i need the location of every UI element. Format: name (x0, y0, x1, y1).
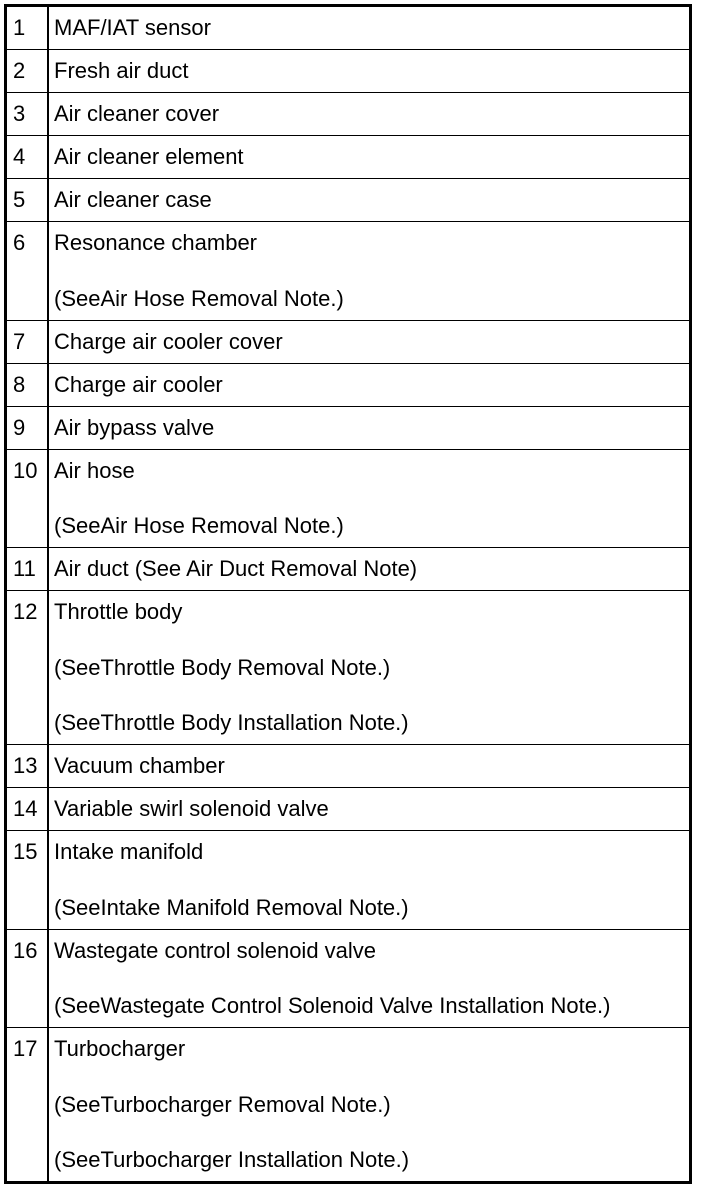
row-number-text: 11 (13, 556, 36, 581)
part-name: Throttle body (54, 599, 183, 624)
table-row (6, 363, 691, 406)
part-name: MAF/IAT sensor (54, 15, 211, 40)
row-description (48, 179, 691, 222)
part-name: Intake manifold (54, 839, 204, 864)
row-number (6, 831, 49, 930)
row-number (6, 136, 49, 179)
table-row (6, 1028, 691, 1183)
row-number-text: 4 (13, 144, 26, 169)
procedure-note: (SeeAir Hose Removal Note.) (54, 513, 344, 538)
table-row (6, 50, 691, 93)
row-number (6, 745, 49, 788)
row-description (48, 929, 691, 1028)
part-name: Air hose (54, 457, 135, 483)
part-name: Air duct (See Air Duct Removal Note) (54, 556, 418, 581)
row-number-text: 7 (13, 328, 26, 354)
part-name: Resonance chamber (54, 230, 258, 255)
row-description (48, 6, 691, 50)
row-number-text: 14 (13, 796, 38, 821)
table-row (6, 745, 691, 788)
parts-table (4, 4, 692, 1184)
procedure-note: (SeeWastegate Control Solenoid Valve Installation Note.) (54, 993, 611, 1018)
table-row (6, 449, 691, 548)
row-number-text: 17 (13, 1036, 38, 1061)
row-description (48, 745, 691, 788)
table-row (6, 136, 691, 179)
row-description (48, 1028, 691, 1183)
row-number (6, 363, 49, 406)
row-description (48, 363, 691, 406)
table-row (6, 6, 691, 50)
row-number (6, 406, 49, 449)
procedure-note: (SeeTurbocharger Removal Note.) (54, 1091, 391, 1117)
row-description (48, 548, 691, 591)
part-name: Variable swirl solenoid valve (54, 796, 329, 821)
table-row (6, 320, 691, 363)
row-description (48, 320, 691, 363)
part-name: Air cleaner cover (54, 101, 220, 126)
table-row (6, 929, 691, 1028)
row-number-text: 6 (13, 230, 26, 255)
row-number-text: 1 (13, 15, 26, 40)
table-row (6, 831, 691, 930)
part-name: Fresh air duct (54, 58, 189, 83)
row-number (6, 449, 49, 548)
procedure-note: (SeeThrottle Body Installation Note.) (54, 710, 409, 735)
row-number (6, 222, 49, 321)
row-description (48, 50, 691, 93)
row-number (6, 548, 49, 591)
procedure-note: (SeeAir Hose Removal Note.) (54, 285, 344, 311)
part-name: Air cleaner element (54, 144, 244, 169)
row-description (48, 591, 691, 745)
part-name: Charge air cooler cover (54, 328, 283, 354)
row-number-text: 3 (13, 101, 26, 126)
row-description (48, 449, 691, 548)
row-number-text: 8 (13, 371, 26, 397)
row-description (48, 406, 691, 449)
procedure-note: (SeeTurbocharger Installation Note.) (54, 1147, 410, 1172)
row-description (48, 136, 691, 179)
table-row (6, 93, 691, 136)
part-name: Air bypass valve (54, 414, 215, 440)
row-number-text: 12 (13, 599, 38, 624)
row-number (6, 50, 49, 93)
row-description (48, 222, 691, 321)
row-number-text: 15 (13, 839, 38, 864)
row-number-text: 13 (13, 753, 38, 778)
table-row (6, 548, 691, 591)
part-name: Vacuum chamber (54, 753, 225, 778)
row-number-text: 10 (13, 457, 38, 483)
procedure-note: (SeeIntake Manifold Removal Note.) (54, 894, 409, 920)
row-description (48, 831, 691, 930)
part-name: Air cleaner case (54, 187, 212, 212)
part-name: Turbocharger (54, 1036, 186, 1061)
row-description (48, 788, 691, 831)
row-number (6, 788, 49, 831)
row-number (6, 6, 49, 50)
row-number (6, 591, 49, 745)
table-row (6, 179, 691, 222)
row-number-text: 9 (13, 414, 26, 440)
parts-table-body (6, 6, 691, 1183)
procedure-note: (SeeThrottle Body Removal Note.) (54, 654, 391, 680)
row-number (6, 179, 49, 222)
table-row (6, 788, 691, 831)
part-name: Charge air cooler (54, 371, 223, 397)
row-number (6, 929, 49, 1028)
part-name: Wastegate control solenoid valve (54, 937, 377, 963)
table-row (6, 406, 691, 449)
row-number (6, 320, 49, 363)
row-number (6, 1028, 49, 1183)
row-number-text: 5 (13, 187, 26, 212)
row-number-text: 16 (13, 937, 38, 963)
row-number (6, 93, 49, 136)
table-row (6, 591, 691, 745)
row-description (48, 93, 691, 136)
row-number-text: 2 (13, 58, 26, 83)
table-row (6, 222, 691, 321)
